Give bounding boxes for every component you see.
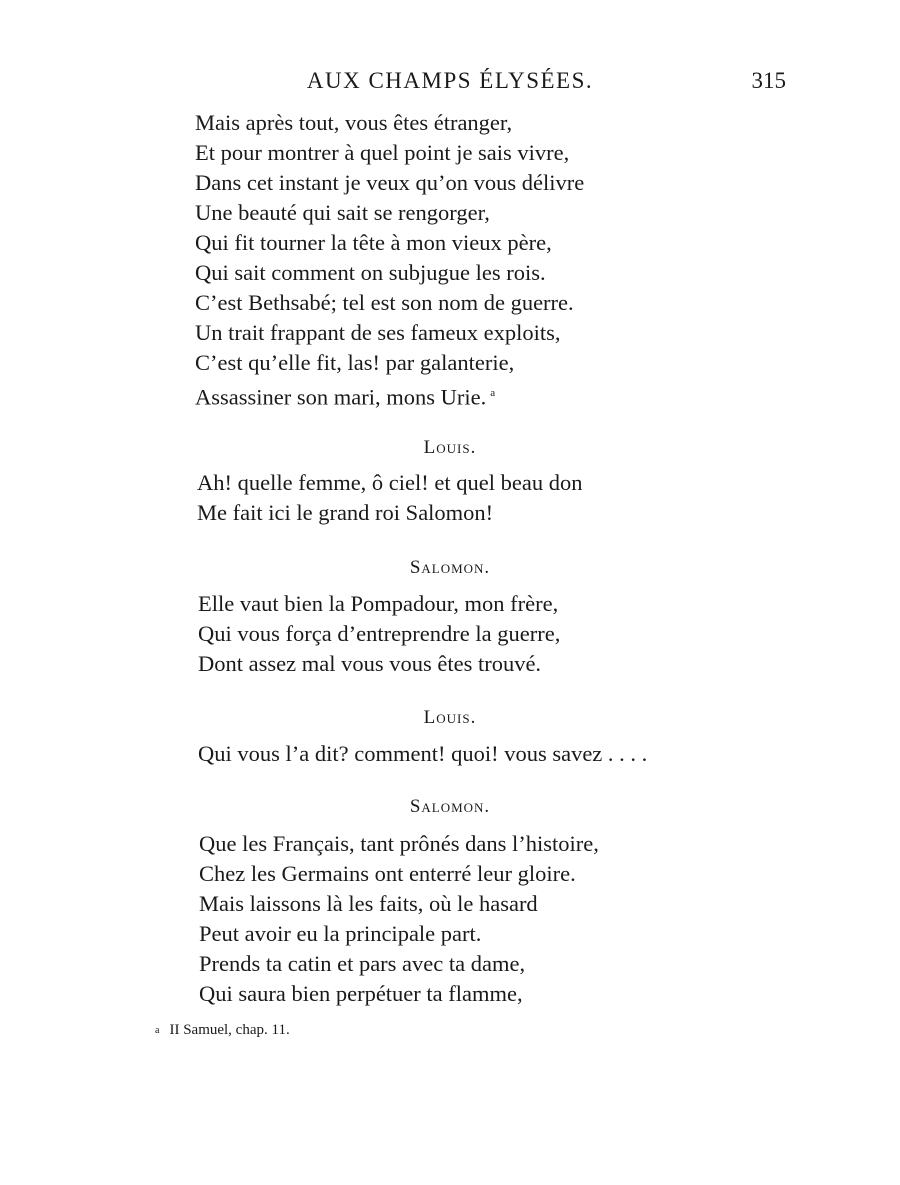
verse-line: Elle vaut bien la Pompadour, mon frère, (198, 591, 559, 616)
verse-line: Un trait frappant de ses fameux exploits, (195, 320, 561, 345)
verse-line: Qui fit tourner la tête à mon vieux père, (195, 230, 552, 255)
verse-line: Qui sait comment on subjugue les rois. (195, 260, 546, 285)
speaker-name: Salomon. (409, 796, 491, 817)
verse-stanza-1 (195, 108, 584, 408)
speaker-name: Salomon. (409, 557, 491, 578)
footnote-mark: a (155, 1025, 160, 1036)
verse-line: Prends ta catin et pars avec ta dame, (199, 951, 526, 976)
verse-stanza-3 (198, 589, 560, 679)
footnote-reference: a (490, 387, 496, 399)
verse-stanza-5 (199, 829, 599, 1009)
verse-line: Qui saura bien perpétuer ta flamme, (199, 981, 523, 1006)
verse-stanza-4 (198, 739, 647, 769)
speaker-name: Louis. (423, 707, 477, 728)
verse-line: Une beauté qui sait se rengorger, (195, 200, 490, 225)
verse-line: Mais laissons là les faits, où le hasard (199, 891, 538, 916)
verse-line: Ah! quelle femme, ô ciel! et quel beau don (197, 470, 583, 495)
speaker-name: Louis. (423, 437, 477, 458)
verse-line: Peut avoir eu la principale part. (199, 921, 482, 946)
verse-stanza-2 (197, 468, 582, 528)
page-number: 315 (751, 68, 786, 93)
verse-line: Et pour montrer à quel point je sais vivre, (195, 140, 570, 165)
footnote-text: II Samuel, chap. 11. (169, 1022, 290, 1038)
verse-line-text: Assassiner son mari, mons Urie. (195, 384, 487, 410)
footnote (155, 1022, 290, 1039)
verse-line: C’est qu’elle fit, las! par galanterie, (195, 350, 515, 375)
verse-line: Que les Français, tant prônés dans l’histoire, (199, 831, 599, 856)
running-title: AUX CHAMPS ÉLYSÉES. (306, 68, 594, 93)
verse-line: Qui vous l’a dit? comment! quoi! vous savez . . . . (198, 741, 648, 766)
verse-line: Dont assez mal vous vous êtes trouvé. (198, 651, 542, 676)
verse-line (195, 378, 584, 408)
page-header (0, 64, 900, 98)
verse-line: Mais après tout, vous êtes étranger, (195, 110, 513, 135)
verse-line: Qui vous força d’entreprendre la guerre, (198, 621, 561, 646)
verse-line: Dans cet instant je veux qu’on vous délivre (195, 170, 585, 195)
verse-line: Me fait ici le grand roi Salomon! (197, 500, 494, 525)
verse-line: Chez les Germains ont enterré leur gloire. (199, 861, 576, 886)
verse-line: C’est Bethsabé; tel est son nom de guerre. (195, 290, 574, 315)
